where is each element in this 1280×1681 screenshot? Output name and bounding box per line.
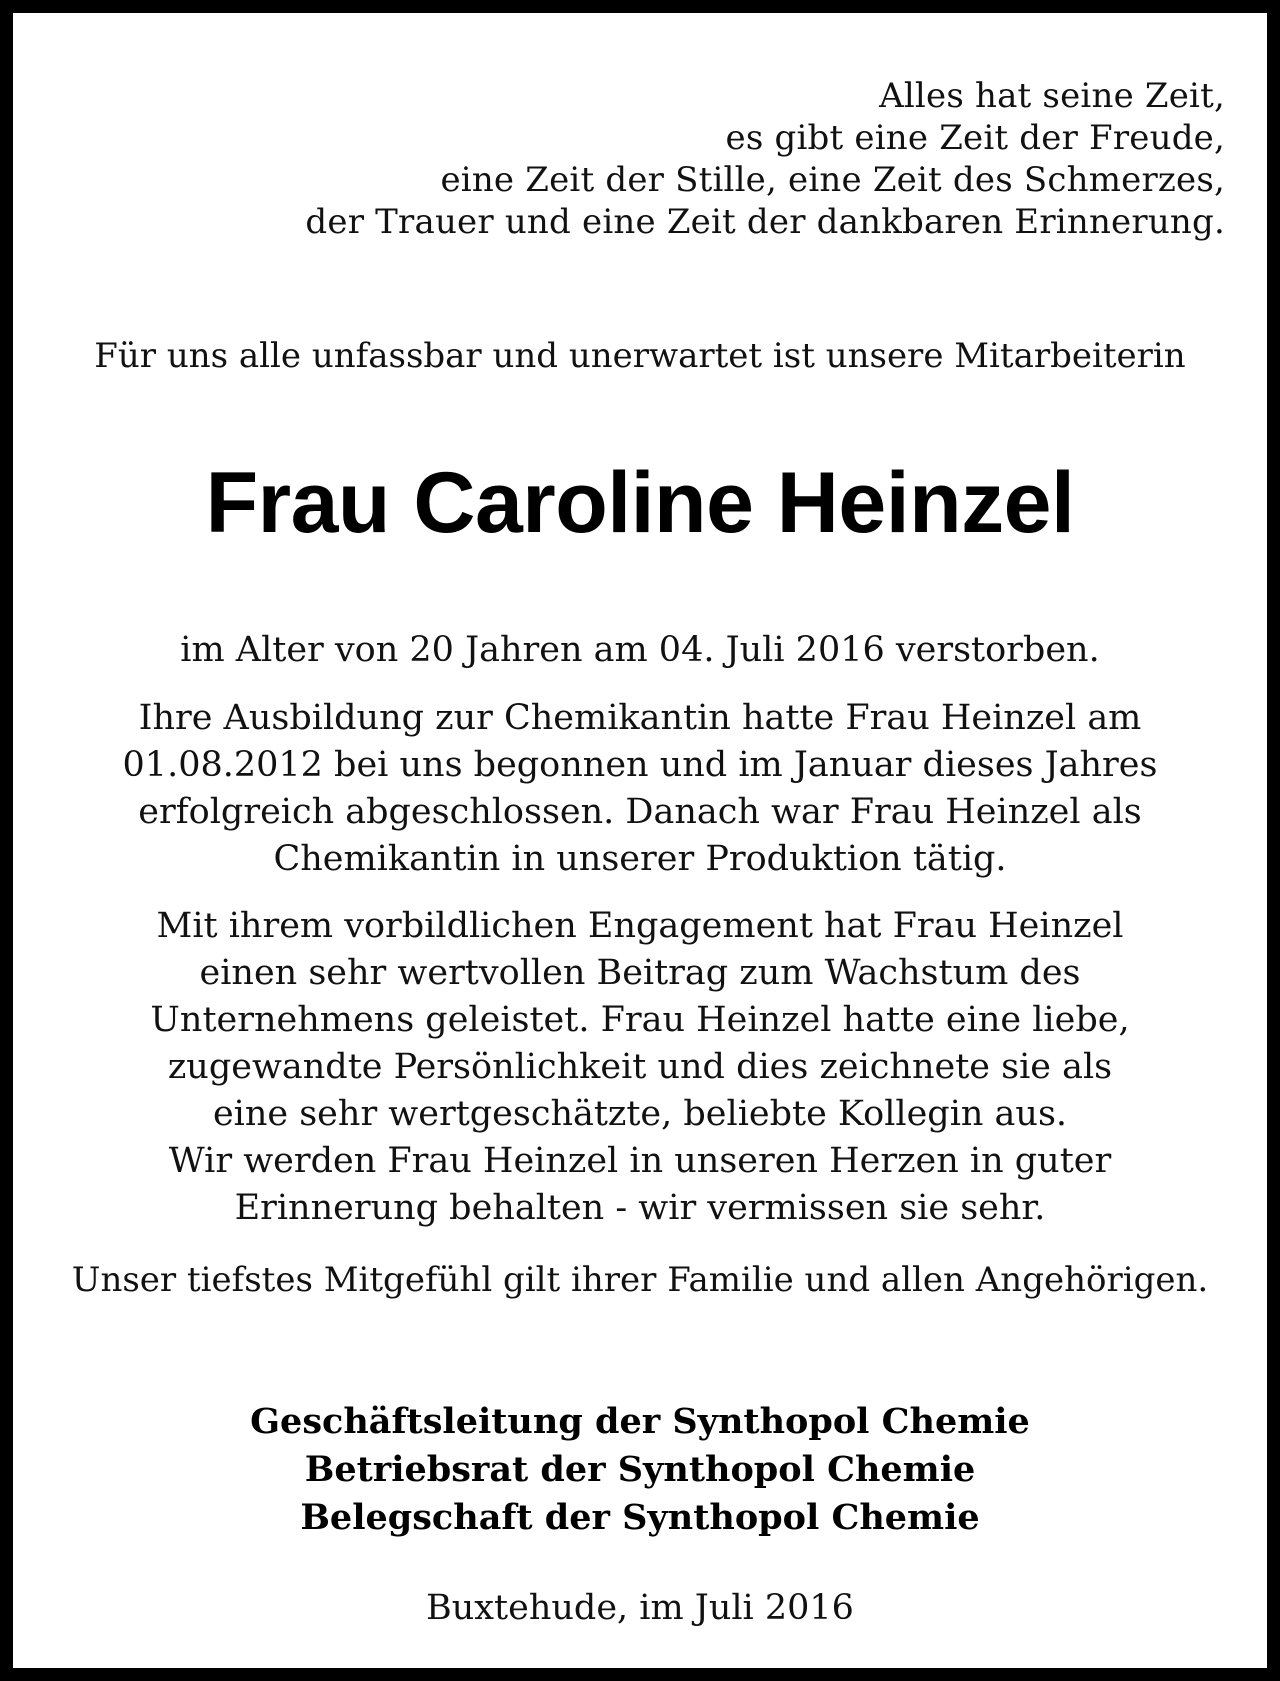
paragraph-line: einen sehr wertvollen Beitrag zum Wachstum des bbox=[199, 953, 1081, 993]
place-date: Buxtehude, im Juli 2016 bbox=[426, 1588, 854, 1628]
motto-line: eine Zeit der Stille, eine Zeit des Schmerzes, bbox=[440, 160, 1225, 200]
paragraph-line: erfolgreich abgeschlossen. Danach war Frau Heinzel als bbox=[138, 792, 1142, 832]
career-paragraph bbox=[13, 695, 1267, 883]
motto-line: es gibt eine Zeit der Freude, bbox=[725, 118, 1225, 158]
signer-line: Betriebsrat der Synthopol Chemie bbox=[304, 1449, 976, 1490]
paragraph-line: Erinnerung behalten - wir vermissen sie sehr. bbox=[234, 1188, 1046, 1228]
tribute-paragraph bbox=[13, 903, 1267, 1232]
paragraph-line: zugewandte Persönlichkeit und dies zeichnete sie als bbox=[167, 1047, 1113, 1087]
motto-quote bbox=[305, 75, 1225, 243]
intro-line: Für uns alle unfassbar und unerwartet ist unsere Mitarbeiterin bbox=[94, 336, 1186, 376]
motto-line: der Trauer und eine Zeit der dankbaren Erinnerung. bbox=[305, 202, 1225, 242]
signers-block bbox=[13, 1398, 1267, 1542]
signer-line: Belegschaft der Synthopol Chemie bbox=[300, 1497, 980, 1538]
motto-line: Alles hat seine Zeit, bbox=[879, 76, 1225, 116]
condolence-line: Unser tiefstes Mitgefühl gilt ihrer Familie und allen Angehörigen. bbox=[71, 1260, 1209, 1300]
paragraph-line: Mit ihrem vorbildlichen Engagement hat Frau Heinzel bbox=[156, 906, 1124, 946]
signer-line: Geschäftsleitung der Synthopol Chemie bbox=[250, 1401, 1030, 1442]
paragraph-line: 01.08.2012 bei uns begonnen und im Januar dieses Jahres bbox=[122, 745, 1158, 785]
age-death-line: im Alter von 20 Jahren am 04. Juli 2016 verstorben. bbox=[180, 630, 1100, 670]
deceased-name: Frau Caroline Heinzel bbox=[205, 455, 1075, 551]
paragraph-line: Unternehmens geleistet. Frau Heinzel hatte eine liebe, bbox=[150, 1000, 1130, 1040]
paragraph-line: Chemikantin in unserer Produktion tätig. bbox=[273, 839, 1007, 879]
paragraph-line: eine sehr wertgeschätzte, beliebte Kollegin aus. bbox=[212, 1094, 1068, 1134]
paragraph-line: Ihre Ausbildung zur Chemikantin hatte Frau Heinzel am bbox=[138, 698, 1142, 738]
paragraph-line: Wir werden Frau Heinzel in unseren Herzen in guter bbox=[168, 1141, 1112, 1181]
